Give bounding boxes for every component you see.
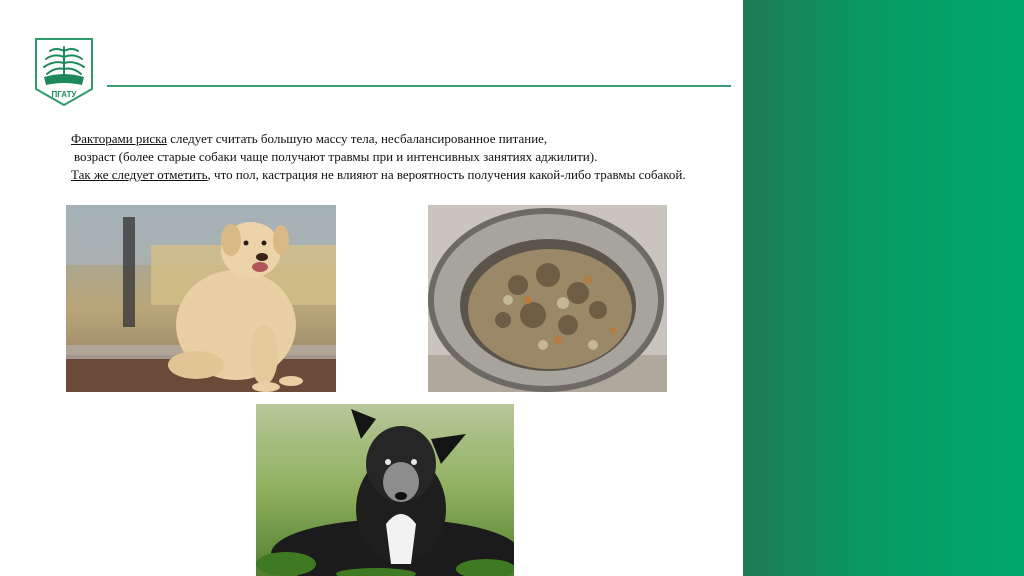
overweight-labrador-photo [66, 205, 336, 392]
header-divider-line [107, 85, 731, 87]
dog-food-bowl-photo [428, 205, 667, 392]
text-line-1 [71, 130, 751, 148]
svg-text:ПГАТУ: ПГАТУ [51, 90, 77, 99]
text-line-3 [71, 166, 751, 184]
text-line-2: возраст (более старые собаки чаще получают травмы при и интенсивных занятиях аджилити). [74, 149, 598, 164]
old-black-dog-photo [256, 404, 514, 576]
text-line-3-rest: , что пол, кастрация не влияют на вероятность получения какой-либо травмы собакой. [207, 167, 686, 182]
university-logo [34, 37, 94, 107]
underlined-phrase-risk-factors: Факторами риска [71, 131, 168, 146]
text-line-1-rest: следует считать большую массу тела, несбалансированное питание, [167, 131, 548, 146]
risk-factors-text [71, 130, 751, 184]
decorative-green-panel [743, 0, 1024, 576]
underlined-phrase-also-note: Так же следует отметить [71, 167, 208, 182]
